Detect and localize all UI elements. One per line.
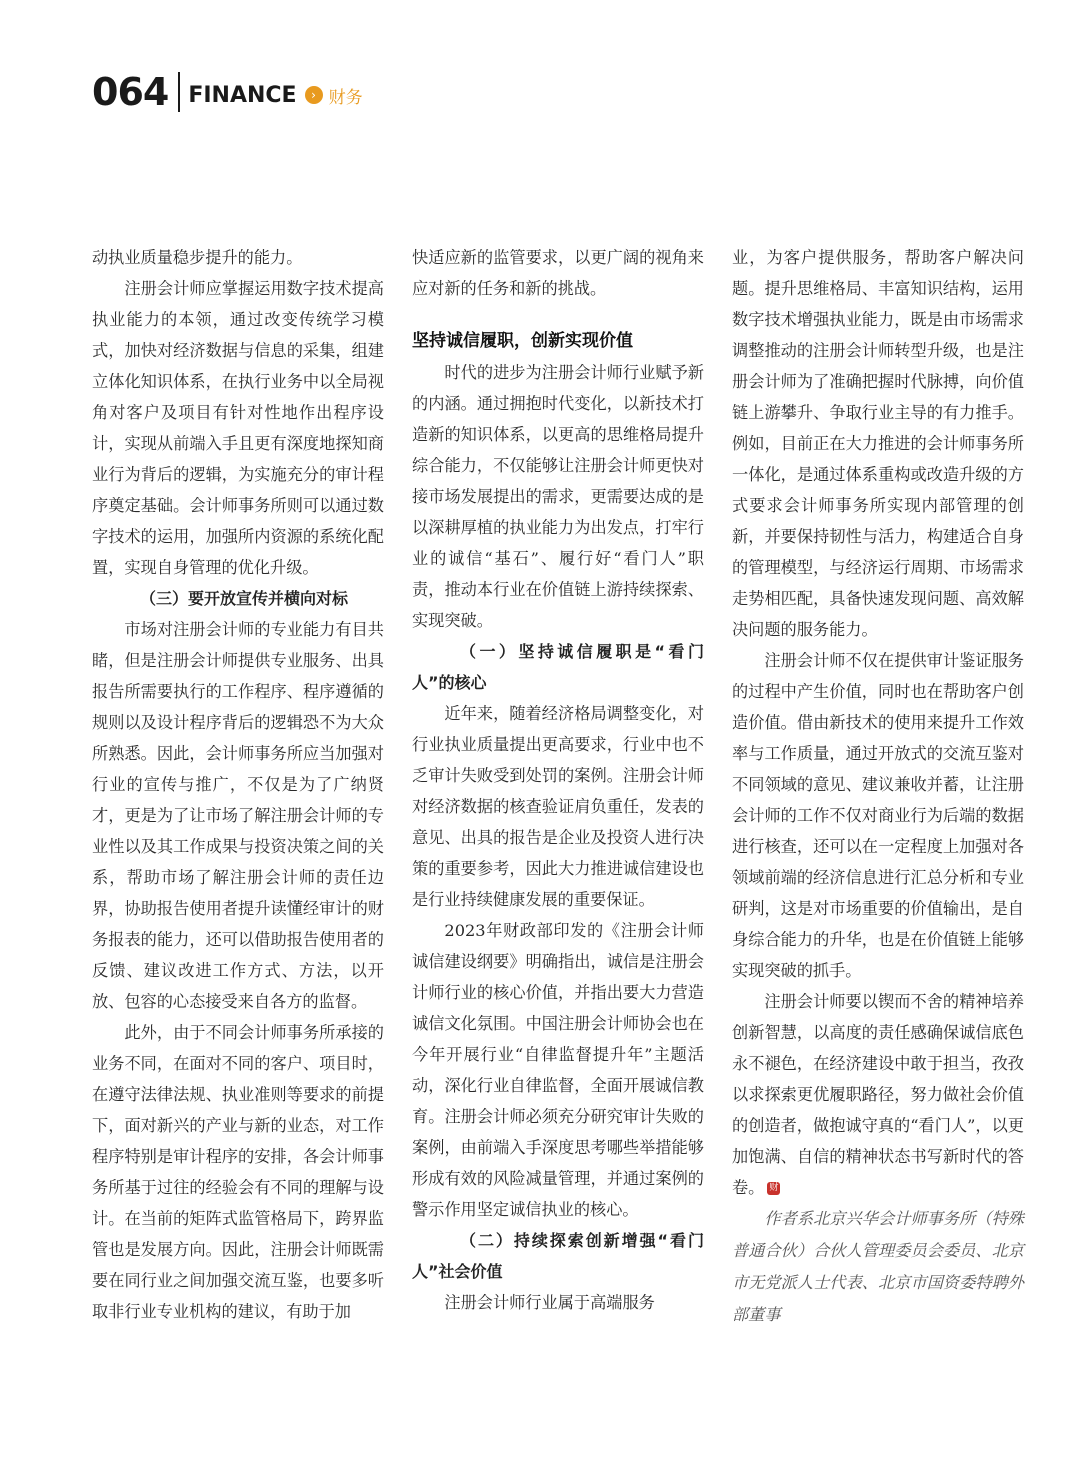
- paragraph: 注册会计师不仅在提供审计鉴证服务的过程中产生价值，同时也在帮助客户创造价值。借由新技术的使用来提升工作效率与工作质量，通过开放式的交流互鉴对不同领域的意见、建议兼收并蓄，让注册会计师的工作不仅对商业行为后端的数据进行核查，还可以在一定程度上加强对各领域前端的经济信息进行汇总分析和专业研判，这是对市场重要的价值输出，是自身综合能力的升华，也是在价值链上能够实现突破的抓手。: [732, 651, 1024, 980]
- page-number: 064: [92, 70, 169, 114]
- paragraph: 注册会计师应掌握运用数字技术提高执业能力的本领，通过改变传统学习模式，加快对经济数据与信息的采集，组建立体化知识体系，在执行业务中以全局视角对客户及项目有针对性地作出程序设计，实现从前端入手且更有深度地探知商业行为背后的逻辑，为实施充分的审计程序奠定基础。会计师事务所则可以通过数字技术的运用，加强所内资源的系统化配置，实现自身管理的优化升级。: [92, 279, 384, 577]
- subheading: （二）持续探索创新增强“看门人”社会价值: [412, 1231, 704, 1281]
- text-column-3: [732, 242, 1024, 1331]
- section-name-cn: 财务: [328, 87, 363, 108]
- paragraph: 市场对注册会计师的专业能力有目共睹，但是注册会计师提供专业服务、出具报告所需要执行的工作程序、程序遵循的规则以及设计程序背后的逻辑恐不为大众所熟悉。因此，会计师事务所应当加强对行业的宣传与推广，不仅是为了广纳贤才，更是为了让市场了解注册会计师的专业性以及其工作成果与投资决策之间的关系，帮助市场了解注册会计师的责任边界，协助报告使用者提升读懂经审计的财务报表的能力，还可以借助报告使用者的反馈、建议改进工作方式、方法，以开放、包容的心态接受来自各方的监督。: [92, 620, 384, 1011]
- section-name-en: FINANCE: [188, 82, 297, 108]
- chevron-right-icon: ›: [305, 86, 323, 104]
- subheading: （一）坚持诚信履职是“看门人”的核心: [412, 642, 704, 692]
- text-column-1: [92, 242, 384, 1327]
- paragraph-final: [732, 986, 1024, 1203]
- subheading: （三）要开放宣传并横向对标: [140, 589, 349, 608]
- paragraph: 时代的进步为注册会计师行业赋予新的内涵。通过拥抱时代变化，以新技术打造新的知识体系，以更高的思维格局提升综合能力，不仅能够让注册会计师更快对接市场发展提出的需求，更需要达成的是以深耕厚植的执业能力为出发点，打牢行业的诚信“基石”、履行好“看门人”职责，推动本行业在价值链上游持续探索、实现突破。: [412, 363, 704, 630]
- paragraph: 2023年财政部印发的《注册会计师诚信建设纲要》明确指出，诚信是注册会计师行业的核心价值，并指出要大力营造诚信文化氛围。中国注册会计师协会也在今年开展行业“自律监督提升年”主题活动，深化行业自律监督，全面开展诚信教育。注册会计师必须充分研究审计失败的案例，由前端入手深度思考哪些举措能够形成有效的风险减量管理，并通过案例的警示作用坚定诚信执业的核心。: [412, 921, 704, 1219]
- paragraph: 快适应新的监管要求，以更广阔的视角来应对新的任务和新的挑战。: [412, 248, 704, 298]
- paragraph: 动执业质量稳步提升的能力。: [92, 248, 303, 267]
- section-heading: 坚持诚信履职，创新实现价值: [412, 331, 633, 351]
- text-column-2: [412, 242, 704, 1318]
- author-bio: 作者系北京兴华会计师事务所（特殊普通合伙）合伙人管理委员会委员、北京市无党派人士代表、北京市国资委特聘外部董事: [732, 1209, 1024, 1324]
- paragraph: 此外，由于不同会计师事务所承接的业务不同，在面对不同的客户、项目时，在遵守法律法规、执业准则等要求的前提下，面对新兴的产业与新的业态，对工作程序特别是审计程序的安排，各会计师事务所基于过往的经验会有不同的理解与设计。在当前的矩阵式监管格局下，跨界监管也是发展方向。因此，注册会计师既需要在同行业之间加强交流互鉴，也要多听取非行业专业机构的建议，有助于加: [92, 1023, 384, 1321]
- paragraph: 业，为客户提供服务，帮助客户解决问题。提升思维格局、丰富知识结构，运用数字技术增强执业能力，既是由市场需求调整推动的注册会计师转型升级，也是注册会计师为了准确把握时代脉搏，向价值链上游攀升、争取行业主导的有力推手。例如，目前正在大力推进的会计师事务所一体化，是通过体系重构或改造升级的方式要求会计师事务所实现内部管理的创新，并要保持韧性与活力，构建适合自身的管理模型，与经济运行周期、市场需求走势相匹配，具备快速发现问题、高效解决问题的服务能力。: [732, 248, 1024, 639]
- article-end-icon: 财: [769, 1183, 779, 1193]
- page-header: [92, 70, 363, 114]
- paragraph-text: 注册会计师要以锲而不舍的精神培养创新智慧，以高度的责任感确保诚信底色永不褪色，在经济建设中敢于担当，孜孜以求探索更优履职路径，努力做社会价值的创造者，做抱诚守真的“看门人”，以更加饱满、自信的精神状态书写新时代的答卷。: [732, 992, 1024, 1197]
- paragraph: 注册会计师行业属于高端服务: [444, 1293, 655, 1312]
- paragraph: 近年来，随着经济格局调整变化，对行业执业质量提出更高要求，行业中也不乏审计失败受到处罚的案例。注册会计师对经济数据的核查验证肩负重任，发表的意见、出具的报告是企业及投资人进行决策的重要参考，因此大力推进诚信建设也是行业持续健康发展的重要保证。: [412, 704, 704, 909]
- header-divider: [178, 72, 180, 112]
